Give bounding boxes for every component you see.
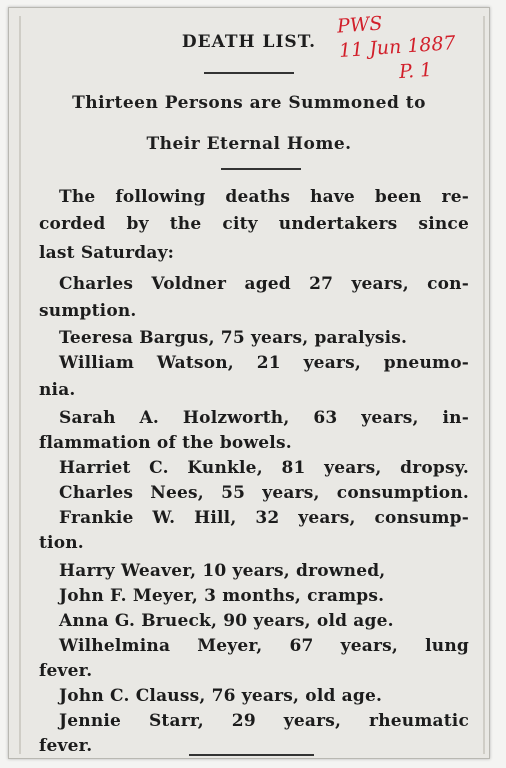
entry-line: fever. xyxy=(39,661,93,681)
body-line: last Saturday: xyxy=(39,243,175,263)
body-line: corded by the city undertakers since xyxy=(39,214,469,234)
entry-line: Charles Voldner aged 27 years, con- xyxy=(59,274,469,294)
entry-line: sumption. xyxy=(39,301,137,321)
entry-line: Jennie Starr, 29 years, rheumatic xyxy=(59,711,469,731)
entry-line: Teeresa Bargus, 75 years, paralysis. xyxy=(59,328,408,348)
subheading-line-1: Thirteen Persons are Summoned to xyxy=(72,93,426,113)
entry-line: Charles Nees, 55 years, consumption. xyxy=(59,483,469,503)
divider-rule xyxy=(221,168,301,170)
entry-line: John F. Meyer, 3 months, cramps. xyxy=(59,586,385,606)
entry-line: Anna G. Brueck, 90 years, old age. xyxy=(59,611,394,631)
entry-line: John C. Clauss, 76 years, old age. xyxy=(59,686,383,706)
handwritten-note-page: P. 1 xyxy=(398,58,433,84)
newspaper-clipping xyxy=(8,7,490,759)
bottom-rule xyxy=(189,754,314,756)
divider-rule xyxy=(204,72,294,74)
entry-line: Harriet C. Kunkle, 81 years, dropsy. xyxy=(59,458,469,478)
headline: DEATH LIST. xyxy=(181,32,317,52)
entry-line: tion. xyxy=(39,533,84,553)
entry-line: nia. xyxy=(39,380,76,400)
body-line: The following deaths have been re- xyxy=(59,187,469,207)
subheading-line-2: Their Eternal Home. xyxy=(146,134,352,154)
entry-line: Harry Weaver, 10 years, drowned, xyxy=(59,561,386,581)
entry-line: Frankie W. Hill, 32 years, consump- xyxy=(59,508,469,528)
entry-line: flammation of the bowels. xyxy=(39,433,292,453)
entry-line: Sarah A. Holzworth, 63 years, in- xyxy=(59,408,469,428)
entry-line: fever. xyxy=(39,736,93,756)
entry-line: William Watson, 21 years, pneumo- xyxy=(59,353,469,373)
handwritten-note-date: 11 Jun 1887 xyxy=(338,31,457,63)
entry-line: Wilhelmina Meyer, 67 years, lung xyxy=(59,636,469,656)
handwritten-note-source: PWS xyxy=(336,12,384,38)
